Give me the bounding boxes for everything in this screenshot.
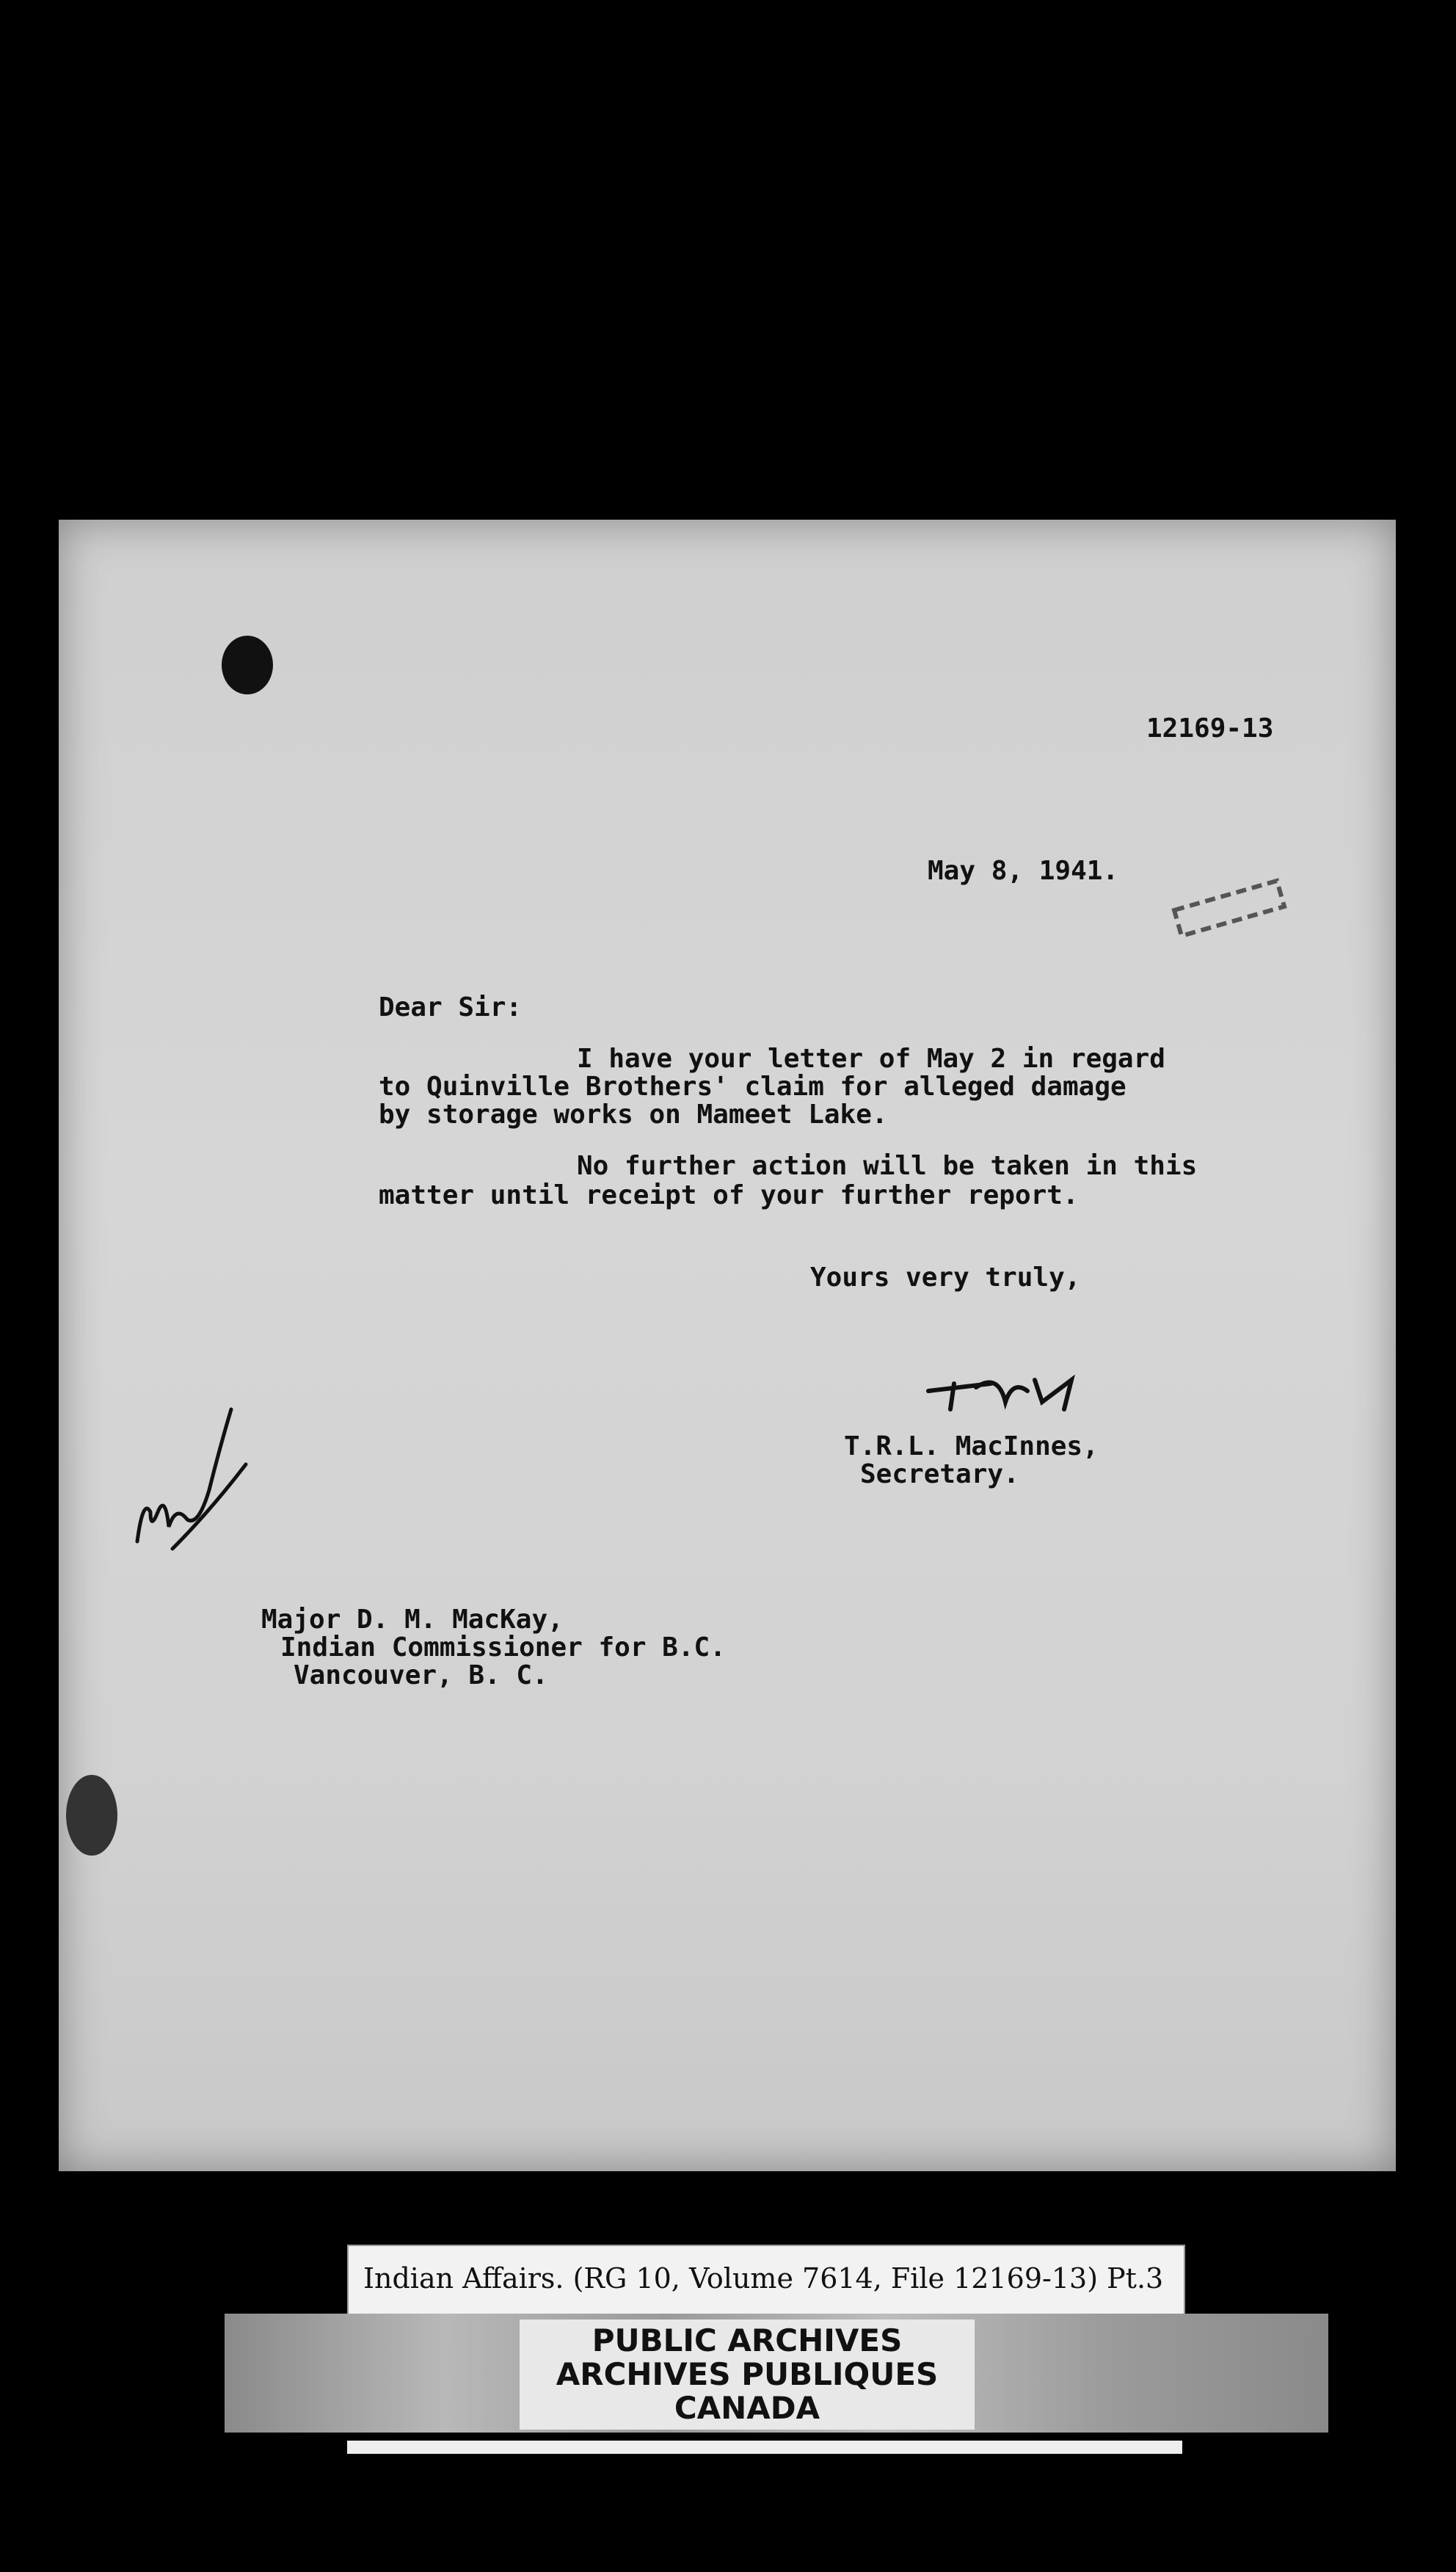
closing: Yours very truly, (810, 1263, 1081, 1293)
paragraph-2-line-1: No further action will be taken in this (577, 1151, 1198, 1181)
salutation: Dear Sir: (379, 992, 523, 1022)
paragraph-1-line-3: by storage works on Mameet Lake. (379, 1100, 888, 1130)
signer-name: T.R.L. MacInnes, (844, 1431, 1099, 1461)
recipient-line-2: Indian Commissioner for B.C. (280, 1632, 726, 1663)
archive-plaque (520, 2319, 975, 2430)
bottom-rule (347, 2441, 1182, 2454)
archive-line-2: ARCHIVES PUBLIQUES (556, 2356, 939, 2392)
signer-title: Secretary. (860, 1459, 1019, 1489)
archive-reference-label (347, 2245, 1185, 2318)
paragraph-1-line-1: I have your letter of May 2 in regard (577, 1044, 1165, 1074)
paragraph-2-line-2: matter until receipt of your further report. (379, 1180, 1079, 1210)
stain-mark (66, 1775, 117, 1856)
punch-hole-mark (222, 636, 273, 694)
file-number: 12169-13 (1146, 713, 1274, 744)
recipient-line-1: Major D. M. MacKay, (261, 1605, 564, 1635)
signature-initials (925, 1365, 1086, 1417)
margin-initials (128, 1402, 253, 1571)
received-stamp (1167, 851, 1292, 940)
recipient-line-3: Vancouver, B. C. (294, 1660, 548, 1690)
archive-reference-text: Indian Affairs. (RG 10, Volume 7614, File 12169-13) Pt.3 (363, 2262, 1164, 2295)
archive-line-3: CANADA (674, 2390, 820, 2426)
paragraph-1-line-2: to Quinville Brothers' claim for alleged damage (379, 1072, 1126, 1102)
archive-line-1: PUBLIC ARCHIVES (592, 2322, 903, 2358)
letter-date: May 8, 1941. (928, 856, 1119, 886)
letter-page (59, 520, 1396, 2171)
